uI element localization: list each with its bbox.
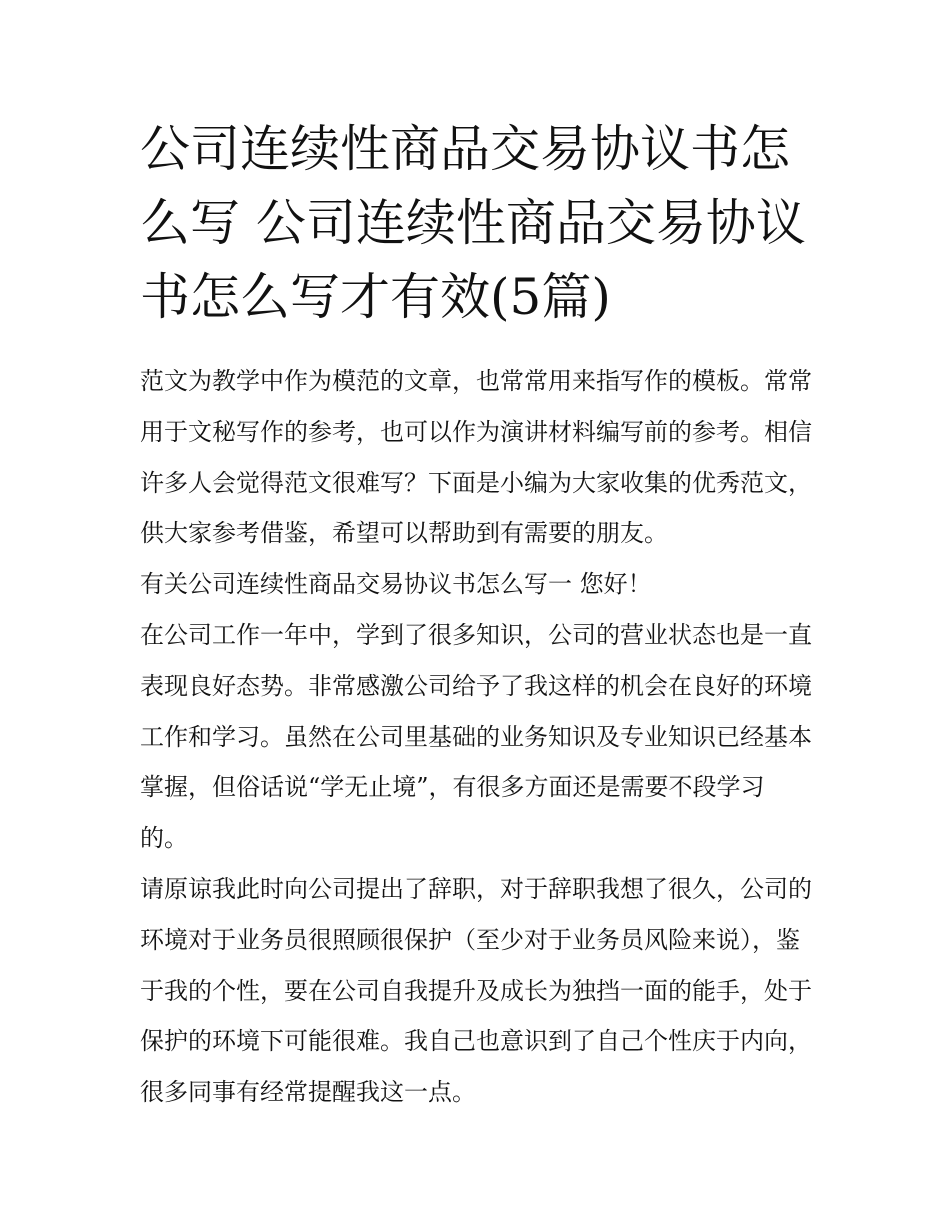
document-body xyxy=(140,356,812,1118)
body-paragraph: 在公司工作一年中，学到了很多知识，公司的营业状态也是一直表现良好态势。非常感激公司给予了我这样的机会在良好的环境工作和学习。虽然在公司里基础的业务知识及专业知识已经基本掌握，但俗话说“学无止境”，有很多方面还是需要不段学习的。 xyxy=(140,620,812,853)
document-title: 公司连续性商品交易协议书怎么写 公司连续性商品交易协议书怎么写才有效(5篇) xyxy=(140,120,806,326)
body-paragraph: 请原谅我此时向公司提出了辞职，对于辞职我想了很久，公司的环境对于业务员很照顾很保护（至少对于业务员风险来说），鉴于我的个性，要在公司自我提升及成长为独挡一面的能手，处于保护的环境下可能很难。我自己也意识到了自己个性庆于内向，很多同事有经常提醒我这一点。 xyxy=(140,874,812,1107)
intro-paragraph: 范文为教学中作为模范的文章，也常常用来指写作的模板。常常用于文秘写作的参考，也可以作为演讲材料编写前的参考。相信许多人会觉得范文很难写？下面是小编为大家收集的优秀范文，供大家参考借鉴，希望可以帮助到有需要的朋友。 xyxy=(140,367,812,548)
section-heading-paragraph: 有关公司连续性商品交易协议书怎么写一 您好！ xyxy=(140,570,652,599)
